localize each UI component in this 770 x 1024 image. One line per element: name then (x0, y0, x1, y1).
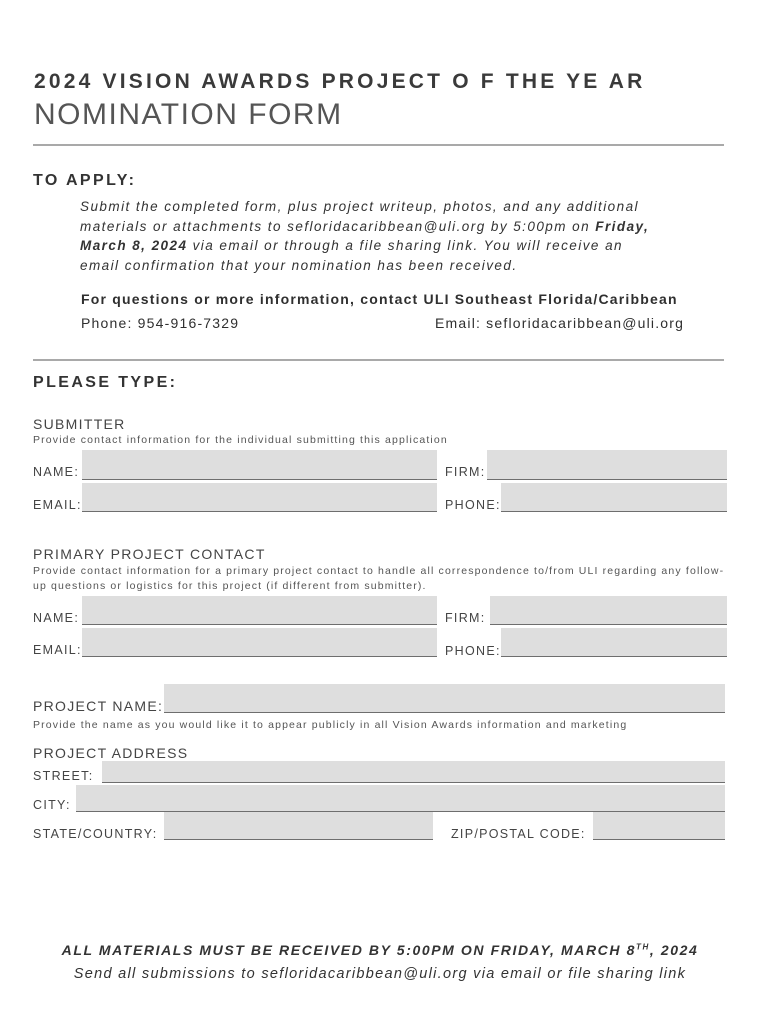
deadline-day: Friday, (595, 218, 650, 234)
project-name-field[interactable] (164, 684, 725, 713)
submitter-email-field[interactable] (82, 483, 437, 512)
submitter-firm-field[interactable] (487, 450, 727, 480)
zip-field[interactable] (593, 812, 725, 840)
deadline-notice (0, 942, 760, 958)
deadline-notice-year: , 2024 (649, 942, 699, 958)
street-field[interactable] (102, 761, 725, 783)
submission-instructions: Send all submissions to sefloridacaribbean@uli.org via email or file sharing link (73, 966, 687, 982)
city-field[interactable] (76, 785, 725, 812)
state-country-field[interactable] (164, 812, 433, 840)
contact-phone-label: PHONE: (445, 644, 501, 658)
submitter-firm-label: FIRM: (445, 465, 486, 479)
contact-phone-field[interactable] (501, 628, 727, 657)
contact-email-field[interactable] (82, 628, 437, 657)
contact-email-label: EMAIL: (33, 643, 82, 657)
project-address-heading: PROJECT ADDRESS (33, 745, 189, 761)
street-label: STREET: (33, 769, 94, 783)
submitter-name-label: NAME: (33, 465, 80, 479)
please-type-heading: PLEASE TYPE: (33, 374, 178, 391)
city-label: CITY: (33, 798, 71, 812)
submitter-email-label: EMAIL: (33, 498, 82, 512)
state-country-label: STATE/COUNTRY: (33, 827, 158, 841)
deadline-notice-text: ALL MATERIALS MUST BE RECEIVED BY 5:00PM ON FRIDAY, MARCH 8 (61, 942, 636, 958)
instructions-paragraph (80, 197, 720, 275)
form-subtitle: NOMINATION FORM (34, 98, 343, 131)
form-title: 2024 VISION AWARDS PROJECT O F THE YE AR (34, 70, 646, 93)
submitter-phone-field[interactable] (501, 483, 727, 512)
contact-firm-label: FIRM: (445, 611, 486, 625)
instructions-line-4: email confirmation that your nomination has been received. (80, 257, 518, 273)
to-apply-heading: TO APPLY: (33, 172, 137, 189)
project-name-note: Provide the name as you would like it to appear publicly in all Vision Awards information and marketing (33, 719, 628, 731)
contact-name-label: NAME: (33, 611, 80, 625)
submitter-heading: SUBMITTER (33, 416, 126, 432)
zip-label: ZIP/POSTAL CODE: (451, 827, 586, 841)
section-divider (33, 359, 724, 361)
contact-name-field[interactable] (82, 596, 437, 625)
contact-phone: Phone: 954-916-7329 (81, 315, 240, 331)
submitter-note: Provide contact information for the individual submitting this application (33, 434, 448, 446)
deadline-notice-ordinal: TH (635, 942, 650, 952)
instructions-line-1: Submit the completed form, plus project writeup, photos, and any additional (80, 199, 640, 214)
primary-contact-heading: PRIMARY PROJECT CONTACT (33, 546, 266, 562)
submitter-phone-label: PHONE: (445, 498, 501, 512)
deadline-date: March 8, 2024 (80, 238, 188, 253)
contact-firm-field[interactable] (490, 596, 727, 625)
submitter-name-field[interactable] (82, 450, 437, 480)
questions-text: For questions or more information, contact ULI Southeast Florida/Caribbean (81, 291, 678, 307)
project-name-label: PROJECT NAME: (33, 698, 164, 714)
instructions-line-2: materials or attachments to sefloridacaribbean@uli.org by 5:00pm on (80, 218, 596, 234)
header-divider (33, 144, 724, 146)
contact-email: Email: sefloridacaribbean@uli.org (435, 315, 685, 331)
instructions-line-3: via email or through a file sharing link. You will receive an (187, 238, 623, 253)
primary-contact-note: Provide contact information for a primary project contact to handle all correspondence to/from ULI regarding any follow-up questions or logistics for this project (if different from submitter). (33, 565, 725, 592)
